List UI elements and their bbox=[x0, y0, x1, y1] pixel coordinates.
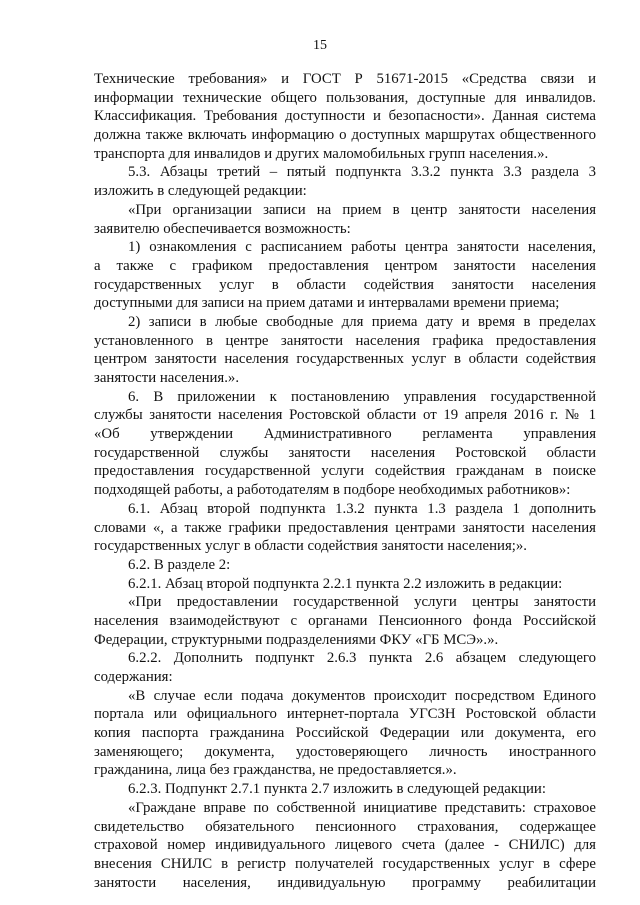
text-line: должна также включать информацию о доступных маршрутах общественного bbox=[94, 127, 596, 144]
text-line: 6.2.2. Дополнить подпункт 2.6.3 пункта 2.6 абзацем следующего bbox=[128, 650, 596, 667]
text-line: свидетельство обязательного пенсионного страхования, содержащее bbox=[94, 818, 596, 835]
text-line: а также с графиком предоставления центром занятости населения bbox=[94, 257, 596, 274]
text-line: «Об утверждении Административного регламента управления bbox=[94, 426, 596, 443]
text-line: 2) записи в любые свободные для приема дату и время в пределах bbox=[128, 313, 596, 330]
text-line: изложить в следующей редакции: bbox=[94, 183, 307, 200]
text-line: информации технические общего пользования, доступные для инвалидов. bbox=[94, 89, 596, 106]
text-line: населения взаимодействуют с органами Пенсионного фонда Российской bbox=[94, 612, 596, 629]
text-line: копия паспорта гражданина Российской Федерации или документа, его bbox=[94, 725, 596, 742]
text-line: словами «, а также графики предоставления центрами занятости населения bbox=[94, 519, 596, 536]
text-line: службы занятости населения Ростовской области от 19 апреля 2016 г. № 1 bbox=[94, 407, 596, 424]
text-line: государственных услуг в области содействия занятости населения;». bbox=[94, 538, 527, 555]
text-line: портала или официального интернет-портала УГСЗН Ростовской области bbox=[94, 706, 596, 723]
text-line: Федерации, структурными подразделениями ФКУ «ГБ МСЭ».». bbox=[94, 631, 499, 648]
page-number: 15 bbox=[313, 38, 327, 53]
text-line: занятости населения.». bbox=[94, 370, 240, 386]
text-line: заменяющего; документа, удостоверяющего личность иностранного bbox=[94, 743, 596, 760]
text-line: заявителю обеспечивается возможность: bbox=[94, 220, 351, 237]
text-line: 6.2. В разделе 2: bbox=[128, 556, 231, 573]
document-body bbox=[94, 70, 596, 892]
text-line: «При организации записи на прием в центр занятости населения bbox=[128, 201, 596, 218]
text-line: центром занятости населения государственных услуг в области содействия bbox=[94, 351, 596, 368]
text-line: установленного в центре занятости населения графика предоставления bbox=[94, 332, 596, 349]
text-line: «В случае если подача документов происходит посредством Единого bbox=[128, 687, 596, 704]
text-line: транспорта для инвалидов и других маломобильных групп населения.». bbox=[94, 145, 549, 162]
text-line: «При предоставлении государственной услуги центры занятости bbox=[128, 594, 596, 611]
text-line: содержания: bbox=[94, 669, 173, 685]
text-line: доступными для записи на прием датами и интервалами времени приема; bbox=[94, 295, 560, 312]
text-line: государственной службы занятости населения Ростовской области bbox=[94, 444, 596, 461]
text-line: 5.3. Абзацы третий – пятый подпункта 3.3.2 пункта 3.3 раздела 3 bbox=[128, 164, 596, 181]
text-line: Технические требования» и ГОСТ Р 51671-2015 «Средства связи и bbox=[94, 71, 596, 87]
text-line: государственных услуг в области содействия занятости населения bbox=[94, 276, 596, 293]
text-line: предоставления государственной услуги содействия гражданам в поиске bbox=[94, 463, 596, 480]
text-line: 1) ознакомления с расписанием работы центра занятости населения, bbox=[128, 239, 596, 256]
text-line: Классификация. Требования доступности и безопасности». Данная система bbox=[94, 108, 596, 125]
text-line: 6.2.3. Подпункт 2.7.1 пункта 2.7 изложить в следующей редакции: bbox=[128, 781, 546, 798]
text-line: 6. В приложении к постановлению управления государственной bbox=[128, 388, 596, 405]
text-line: подходящей работы, а работодателям в подборе необходимых работников»: bbox=[94, 482, 571, 499]
text-line: 6.2.1. Абзац второй подпункта 2.2.1 пункта 2.2 изложить в редакции: bbox=[128, 575, 563, 592]
text-line: гражданина, лица без гражданства, не предоставляется.». bbox=[94, 762, 457, 779]
text-line: 6.1. Абзац второй подпункта 1.3.2 пункта 1.3 раздела 1 дополнить bbox=[128, 500, 596, 517]
text-line: «Граждане вправе по собственной инициативе представить: страховое bbox=[128, 799, 596, 816]
text-line: внесения СНИЛС в регистр получателей государственных услуг в сфере bbox=[94, 855, 596, 872]
text-line: страховой номер индивидуального лицевого счета (далее - СНИЛС) для bbox=[94, 837, 596, 854]
text-line: занятости населения, индивидуальную программу реабилитации bbox=[94, 874, 596, 891]
